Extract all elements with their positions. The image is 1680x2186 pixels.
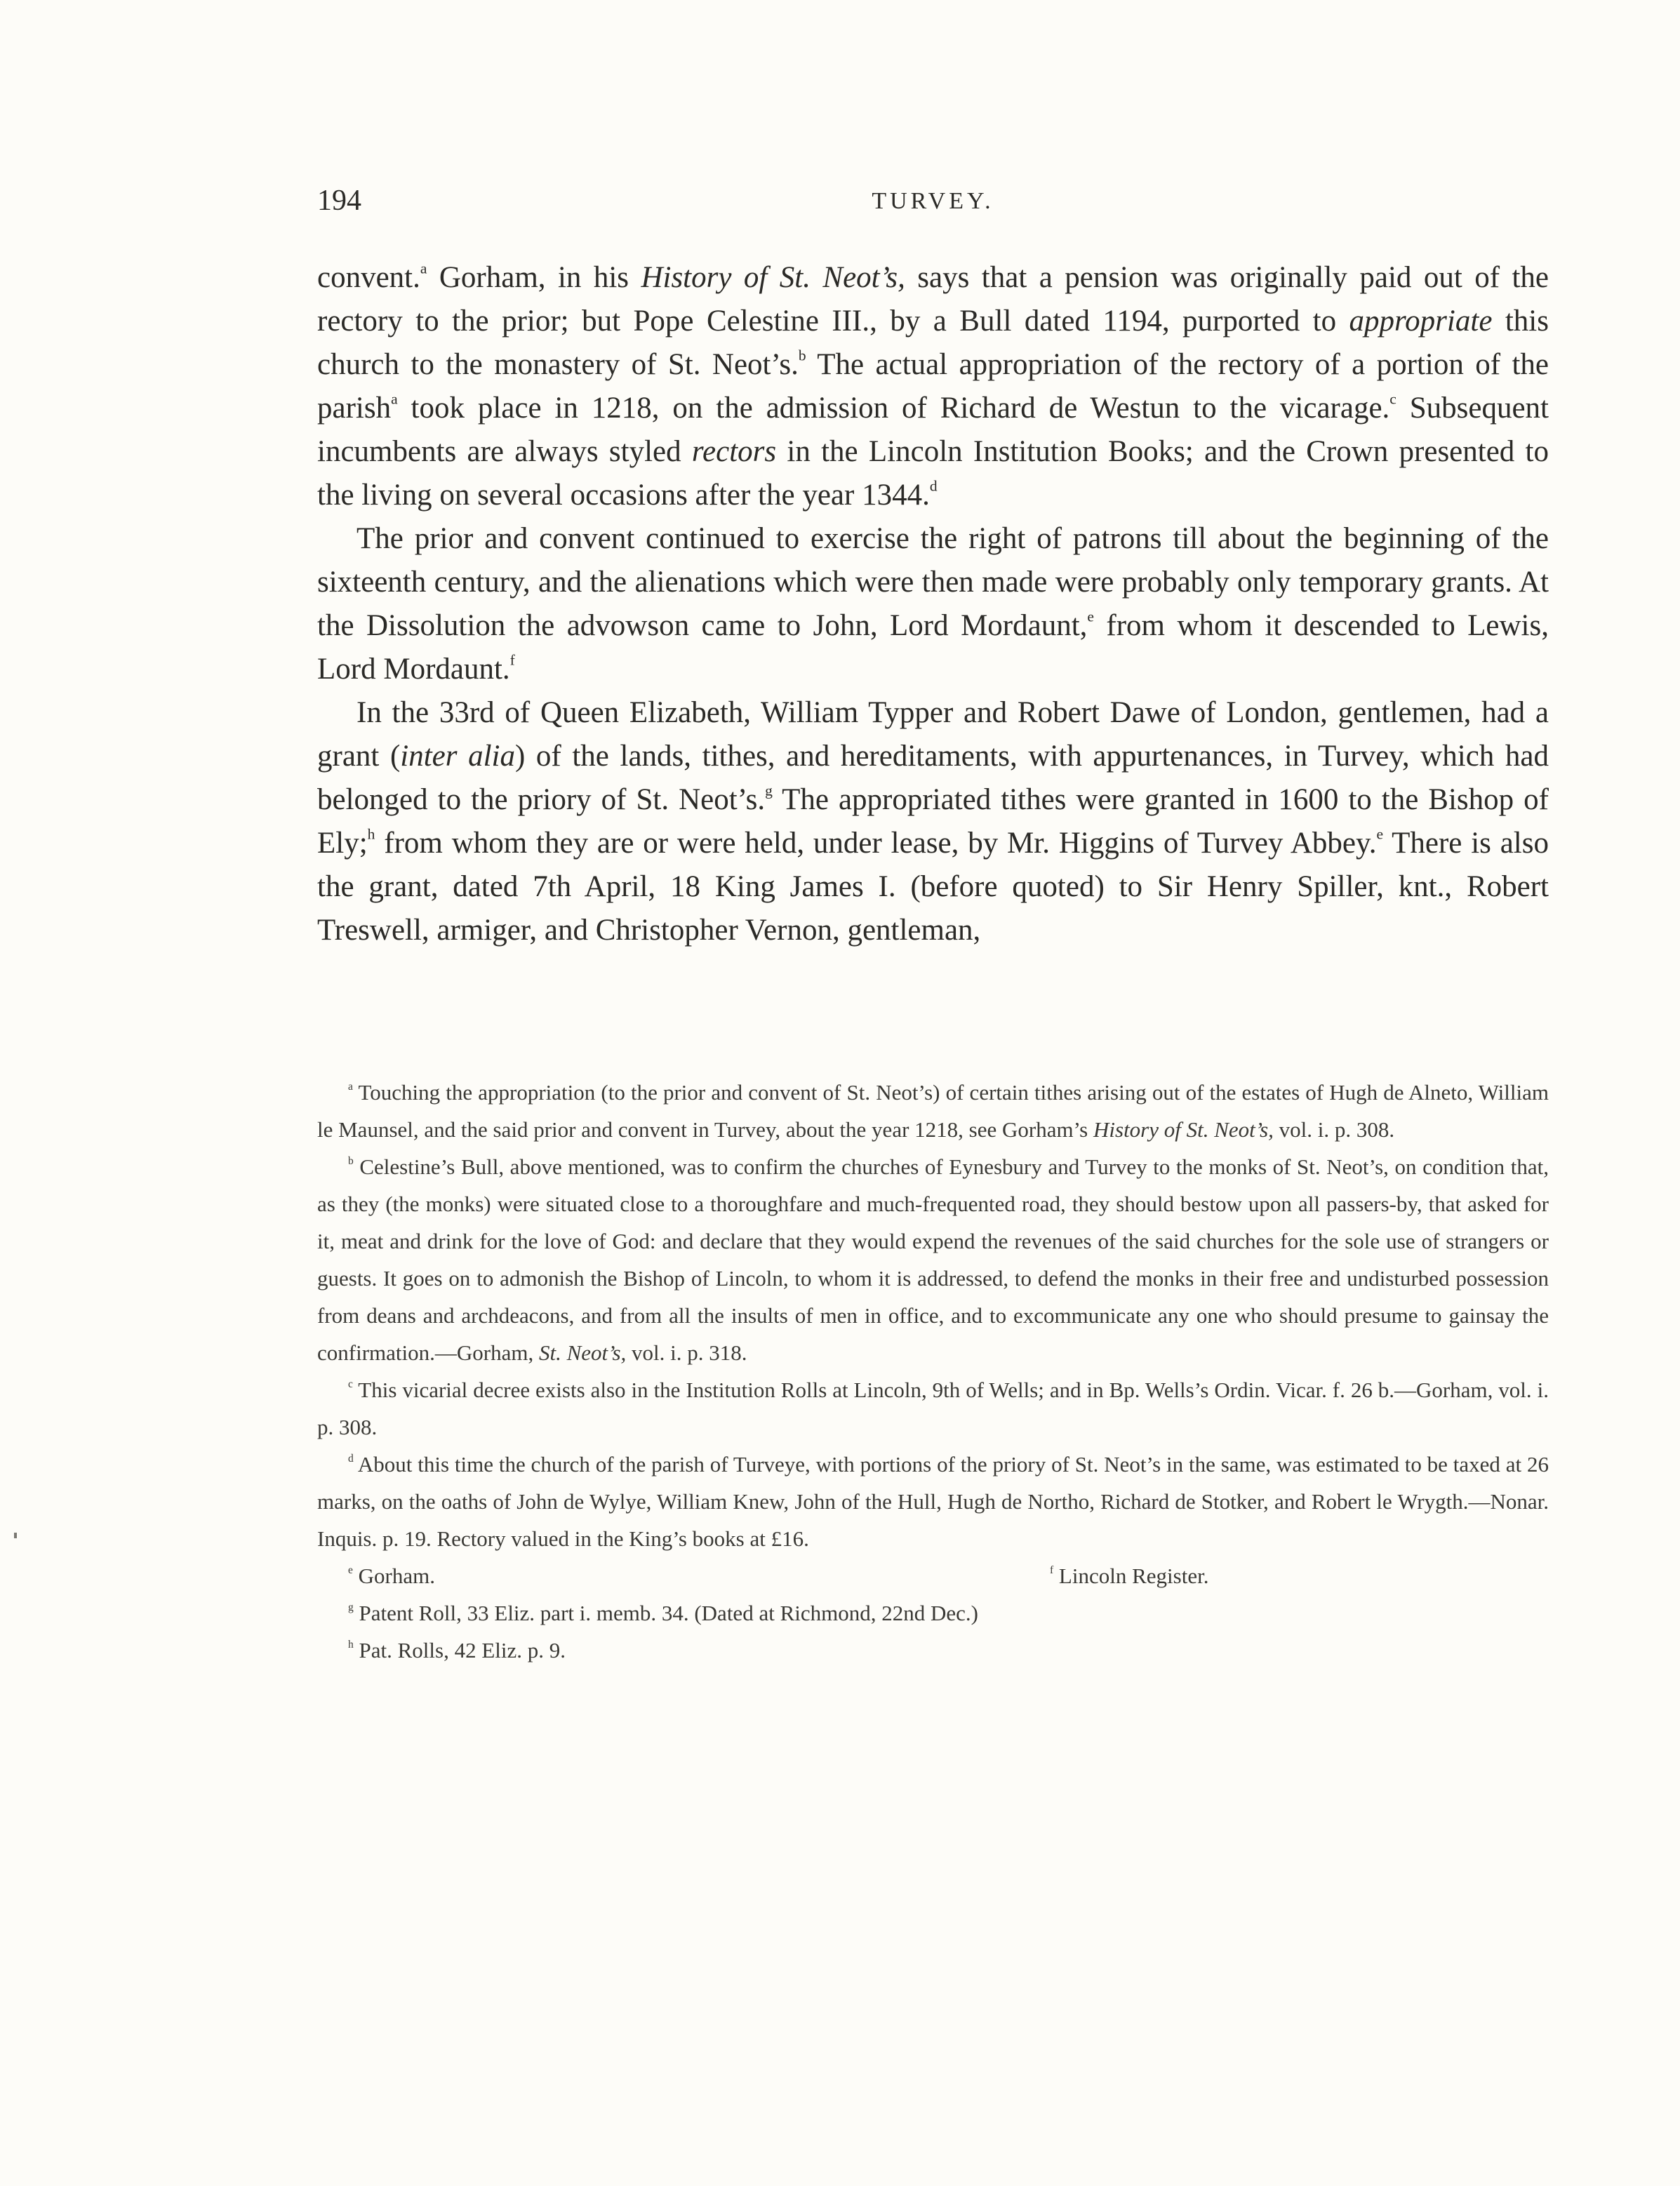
footnote-mark: e	[348, 1564, 353, 1577]
footnote-ref-d: d	[929, 477, 938, 495]
text-run: Gorham, in his	[427, 261, 641, 294]
footnote-mark: f	[1050, 1564, 1054, 1577]
footnote-text: vol. i. p. 308.	[1273, 1117, 1395, 1142]
text-run: convent.	[317, 261, 420, 294]
text-run: from whom it descended to Lewis, Lord Mordaunt.	[317, 609, 1549, 686]
text-run: There is also the grant, dated 7th April, 18 King James I. (before quoted) to Sir Henry Spiller, knt., Robert Treswell, armiger, and Christopher Vernon, gentleman,	[317, 827, 1549, 947]
footnote-ref-f: f	[509, 651, 515, 669]
footnote-text: Pat. Rolls, 42 Eliz. p. 9.	[353, 1638, 566, 1662]
text-run: from whom they are or were held, under lease, by Mr. Higgins of Turvey Abbey.	[375, 827, 1377, 860]
footnote-ref-e: e	[1087, 608, 1094, 625]
footnote-b	[317, 1148, 1549, 1371]
running-title: TURVEY.	[872, 188, 994, 214]
text-run: this church to the monastery of St. Neot’s.	[317, 305, 1549, 381]
footnote-mark: a	[348, 1081, 353, 1093]
book-title: History of St. Neot’s,	[641, 261, 905, 294]
footnote-text: This vicarial decree exists also in the Institution Rolls at Lincoln, 9th of Wells; and in Bp. Wells’s Ordin. Vicar. f. 26 b.—Gorham, vol. i. p. 308.	[317, 1378, 1549, 1439]
footnote-h	[317, 1632, 1549, 1669]
footnote-mark: h	[348, 1639, 354, 1651]
footnote-f	[1050, 1557, 1549, 1594]
footnote-mark: g	[348, 1601, 354, 1614]
text-run: The prior and convent continued to exercise the right of patrons till about the beginning of the sixteenth century, and the alienations which were then made were probably only temporary grants. At the Dissolution the advowson came to John, Lord Mordaunt,	[317, 522, 1549, 642]
footnote-ref-a: a	[420, 260, 427, 277]
text-run: says that a pension was originally paid out of the rectory to the prior; but Pope Celestine III., by a Bull dated 1194, purported to	[317, 261, 1549, 338]
footnote-text: Lincoln Register.	[1053, 1564, 1209, 1588]
margin-speck	[14, 1533, 17, 1538]
footnote-mark: d	[348, 1453, 354, 1465]
footnote-ref-g: g	[765, 782, 773, 799]
footnote-ref-b: b	[798, 347, 806, 364]
footnote-ref-c: c	[1389, 390, 1396, 408]
footnote-text: vol. i. p. 318.	[626, 1340, 747, 1365]
text-run: in the Lincoln Institution Books; and the Crown presented to the living on several occasions after the year 1344.	[317, 435, 1549, 512]
footnote-text: About this time the church of the parish of Turveye, with portions of the priory of St. Neot’s in the same, was estimated to be taxed at 26 marks, on the oaths of John de Wylye, William Knew, John of the Hull, Hugh de Northo, Richard de Stotker, and Robert le Wrygth.—Nonar. Inquis. p. 19. Rectory valued in the King’s books at £16.	[317, 1452, 1549, 1551]
main-text	[317, 256, 1549, 952]
book-title: St. Neot’s,	[538, 1340, 627, 1365]
footnote-mark: c	[348, 1378, 353, 1391]
footnote-g	[317, 1594, 1549, 1632]
footnote-ref-h: h	[367, 825, 375, 843]
footnote-text: Celestine’s Bull, above mentioned, was to confirm the churches of Eynesbury and Turvey to the monks of St. Neot’s, on condition that, as they (the monks) were situated close to a thoroughfare and much-frequented road, they should bestow upon all passers-by, that asked for it, meat and drink for the love of God: and declare that they would expend the revenues of the said churches for the sole use of strangers or guests. It goes on to admonish the Bishop of Lincoln, to whom it is addressed, to defend the monks in their free and undisturbed possession from deans and archdeacons, and from all the insults of men in office, and to excommunicate any one who should presume to gainsay the confirmation.—Gorham,	[317, 1154, 1549, 1365]
emphasis: rectors	[691, 435, 777, 468]
emphasis: appropriate	[1349, 305, 1493, 338]
footnote-text: Patent Roll, 33 Eliz. part i. memb. 34. (Dated at Richmond, 22nd Dec.)	[353, 1601, 978, 1625]
text-run: In the 33rd of Queen Elizabeth, William Typper and Robert Dawe of London, gentlemen, had a grant (	[317, 696, 1549, 773]
page-header	[317, 184, 1549, 226]
footnote-d	[317, 1446, 1549, 1557]
footnote-a	[317, 1074, 1549, 1148]
footnote-text: Gorham.	[352, 1564, 435, 1588]
footnote-ref-a: a	[391, 390, 398, 408]
footnote-mark: b	[348, 1155, 354, 1168]
emphasis: inter alia	[400, 740, 515, 773]
footnote-c	[317, 1371, 1549, 1446]
text-run: took place in 1218, on the admission of Richard de Westun to the vicarage.	[397, 392, 1390, 425]
footnote-row-e-f	[317, 1557, 1549, 1594]
text-run: ) of the lands, tithes, and hereditaments, with appurtenances, in Turvey, which had belonged to the priory of St. Neot’s.	[317, 740, 1549, 816]
text-run: Subsequent incumbents are always styled	[317, 392, 1549, 468]
footnotes	[317, 1074, 1549, 1669]
footnote-text: Touching the appropriation (to the prior and convent of St. Neot’s) of certain tithes arising out of the estates of Hugh de Alneto, William le Maunsel, and the said prior and convent in Turvey, about the year 1218, see Gorham’s	[317, 1080, 1549, 1142]
paragraph-1	[317, 256, 1549, 517]
footnote-ref-e: e	[1376, 825, 1384, 843]
text-run: The appropriated tithes were granted in 1600 to the Bishop of Ely;	[317, 783, 1549, 860]
footnote-e	[348, 1557, 1050, 1594]
text-run: The actual appropriation of the rectory of a portion of the parish	[317, 348, 1549, 425]
paragraph-2	[317, 517, 1549, 691]
page-number: 194	[317, 185, 361, 217]
book-title: History of St. Neot’s,	[1093, 1117, 1274, 1142]
paragraph-3	[317, 691, 1549, 952]
